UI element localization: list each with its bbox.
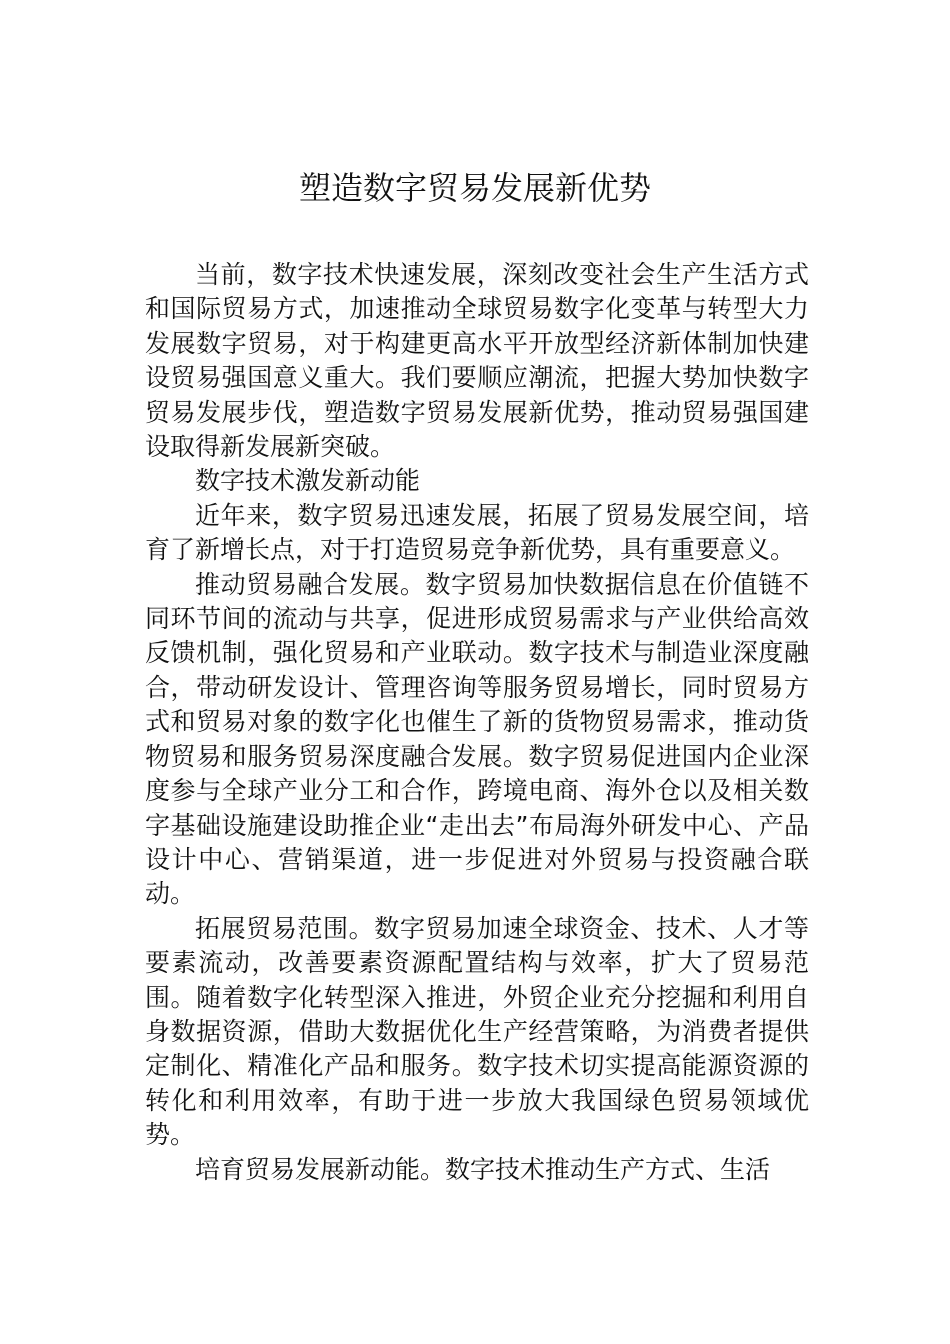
document-title: 塑造数字贸易发展新优势	[298, 169, 651, 207]
section-heading: 数字技术激发新动能	[195, 466, 421, 496]
paragraph-scope: 拓展贸易范围。数字贸易加速全球资金、技术、人才等要素流动，改善要素资源配置结构与效率，扩大了贸易范围。随着数字化转型深入推进，外贸企业充分挖掘和利用自身数据资源，借助大数据优化生产经营策略，为消费者提供定制化、精准化产品和服务。数字技术切实提高能源资源的转化和利用效率，有助于进一步放大我国绿色贸易领域优势。	[145, 913, 809, 1150]
paragraph-integration: 推动贸易融合发展。数字贸易加快数据信息在价值链不同环节间的流动与共享，促进形成贸易需求与产业供给高效反馈机制，强化贸易和产业联动。数字技术与制造业深度融合，带动研发设计、管理咨询等服务贸易增长，同时贸易方式和贸易对象的数字化也催生了新的货物贸易需求，推动货物贸易和服务贸易深度融合发展。数字贸易促进国内企业深度参与全球产业分工和合作，跨境电商、海外仓以及相关数字基础设施建设助推企业“走出去”布局海外研发中心、产品设计中心、营销渠道，进一步促进对外贸易与投资融合联动。	[145, 569, 809, 909]
paragraph-overview: 近年来，数字贸易迅速发展，拓展了贸易发展空间，培育了新增长点，对于打造贸易竞争新优势，具有重要意义。	[145, 500, 809, 565]
paragraph-momentum: 培育贸易发展新动能。数字技术推动生产方式、生活	[195, 1154, 771, 1184]
document-body	[145, 258, 809, 1187]
paragraph-intro: 当前，数字技术快速发展，深刻改变社会生产生活方式和国际贸易方式，加速推动全球贸易数字化变革与转型大力发展数字贸易，对于构建更高水平开放型经济新体制加快建设贸易强国意义重大。我们要顺应潮流，把握大势加快数字贸易发展步伐，塑造数字贸易发展新优势，推动贸易强国建设取得新发展新突破。	[145, 260, 809, 462]
